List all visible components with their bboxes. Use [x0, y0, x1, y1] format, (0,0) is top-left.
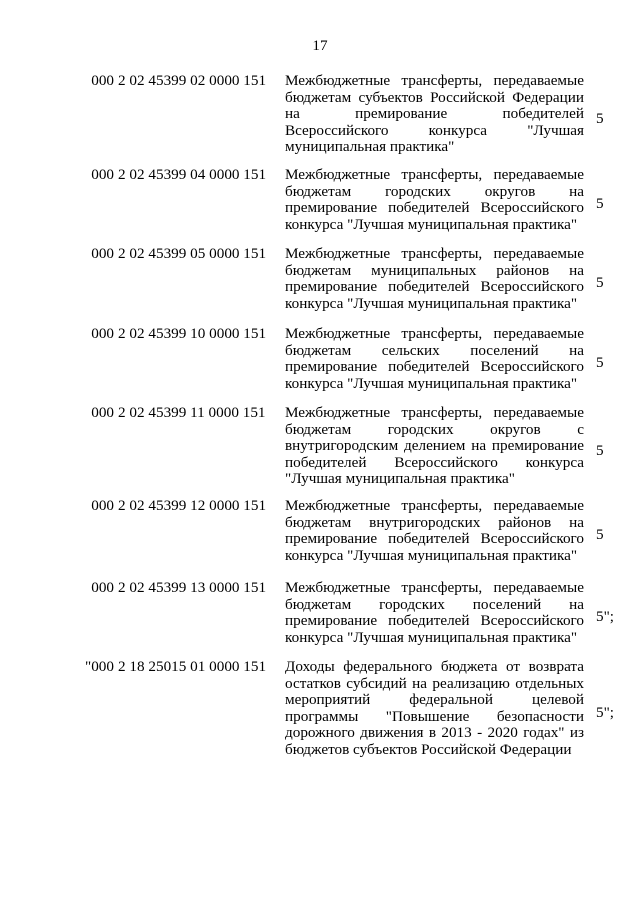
- income-description: [285, 498, 584, 564]
- administrator-code: 000: [91, 579, 114, 596]
- description-line: мероприятий федеральной целевой: [285, 691, 584, 709]
- description-line: Межбюджетные трансферты, передаваемые: [285, 245, 584, 262]
- description-line: муниципальная практика": [285, 138, 455, 156]
- administrator-code: 000: [91, 72, 114, 89]
- administrator-code: 000: [91, 325, 114, 342]
- income-description: [285, 73, 584, 156]
- description-line: победителей Всероссийского конкурса: [285, 453, 584, 471]
- income-description: [285, 246, 584, 312]
- income-description: [285, 167, 584, 233]
- description-line: остатков субсидий на реализацию отдельных: [285, 674, 584, 692]
- budget-classification-code: 2 02 45399 12 0000 151: [118, 497, 267, 514]
- note-number: 5: [596, 442, 604, 459]
- description-line: бюджетам субъектов Российской Федерации: [285, 88, 584, 106]
- description-line: "Лучшая муниципальная практика": [285, 470, 515, 488]
- description-line: Межбюджетные трансферты, передаваемые: [285, 72, 584, 89]
- description-line: конкурса "Лучшая муниципальная практика": [285, 546, 578, 564]
- budget-classification-code: 2 02 45399 10 0000 151: [118, 325, 267, 342]
- note-number: 5: [596, 195, 604, 212]
- note-number: 5";: [596, 608, 615, 625]
- description-line: Межбюджетные трансферты, передаваемые: [285, 166, 584, 183]
- description-line: премирование победителей Всероссийского: [285, 612, 584, 630]
- description-line: Межбюджетные трансферты, передаваемые: [285, 579, 584, 596]
- note-number: 5: [596, 110, 604, 127]
- description-line: бюджетам городских округов с: [285, 420, 584, 438]
- note-number: 5";: [596, 704, 615, 721]
- description-line: бюджетам городских округов на: [285, 182, 584, 200]
- description-line: премирование победителей Всероссийского: [285, 358, 584, 376]
- budget-classification-code: 2 02 45399 02 0000 151: [118, 72, 267, 89]
- description-line: Межбюджетные трансферты, передаваемые: [285, 404, 584, 421]
- description-line: дорожного движения в 2013 - 2020 годах" из: [285, 724, 584, 742]
- page-number: 17: [312, 37, 328, 54]
- description-line: на премирование победителей: [285, 105, 584, 123]
- administrator-code: 000: [91, 497, 114, 514]
- description-line: конкурса "Лучшая муниципальная практика": [285, 628, 578, 646]
- description-line: конкурса "Лучшая муниципальная практика": [285, 294, 578, 312]
- budget-classification-code: 2 02 45399 04 0000 151: [118, 166, 267, 183]
- administrator-code: 000: [91, 404, 114, 421]
- description-line: бюджетам внутригородских районов на: [285, 513, 584, 531]
- description-line: Межбюджетные трансферты, передаваемые: [285, 497, 584, 514]
- income-description: [285, 659, 584, 759]
- income-description: [285, 580, 584, 646]
- income-description: [285, 405, 584, 488]
- budget-classification-code: 2 18 25015 01 0000 151: [118, 658, 267, 675]
- description-line: Доходы федерального бюджета от возврата: [285, 658, 584, 675]
- income-description: [285, 326, 584, 392]
- description-line: конкурса "Лучшая муниципальная практика": [285, 215, 578, 233]
- administrator-code: "000: [85, 658, 114, 675]
- description-line: Всероссийского конкурса "Лучшая: [285, 121, 584, 139]
- description-line: бюджетам сельских поселений на: [285, 341, 584, 359]
- administrator-code: 000: [91, 245, 114, 262]
- description-line: внутригородским делением на премирование: [285, 437, 584, 455]
- note-number: 5: [596, 274, 604, 291]
- administrator-code: 000: [91, 166, 114, 183]
- description-line: программы "Повышение безопасности: [285, 707, 584, 725]
- description-line: премирование победителей Всероссийского: [285, 278, 584, 296]
- description-line: премирование победителей Всероссийского: [285, 199, 584, 217]
- description-line: бюджетам муниципальных районов на: [285, 261, 584, 279]
- description-line: бюджетам городских поселений на: [285, 595, 584, 613]
- budget-classification-code: 2 02 45399 13 0000 151: [118, 579, 267, 596]
- description-line: премирование победителей Всероссийского: [285, 530, 584, 548]
- description-line: конкурса "Лучшая муниципальная практика": [285, 374, 578, 392]
- description-line: бюджетов субъектов Российской Федерации: [285, 740, 572, 758]
- note-number: 5: [596, 526, 604, 543]
- budget-classification-code: 2 02 45399 11 0000 151: [118, 404, 266, 421]
- budget-classification-code: 2 02 45399 05 0000 151: [118, 245, 267, 262]
- description-line: Межбюджетные трансферты, передаваемые: [285, 325, 584, 342]
- note-number: 5: [596, 354, 604, 371]
